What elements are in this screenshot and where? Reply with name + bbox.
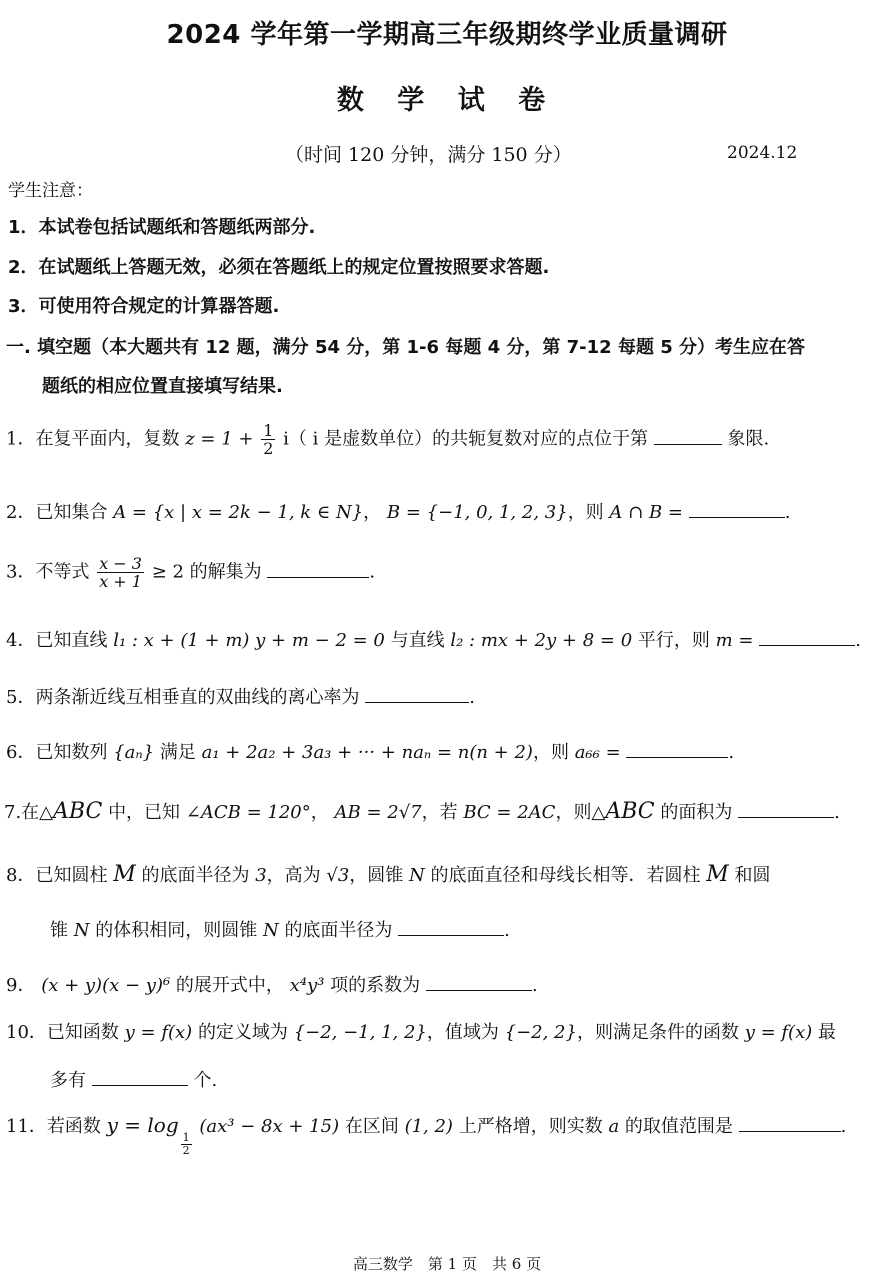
answer-blank-5[interactable] [365,684,469,703]
answer-blank-10[interactable] [92,1067,188,1086]
fraction: $\frac{x - 3}{x + 1}$ [99,554,142,591]
question-10-cont: 多有 个. [50,1066,217,1092]
rule-1: 1．本试卷包括试题纸和答题纸两部分. [8,217,316,238]
question-8: 8．已知圆柱 M 的底面半径为 3，高为 √3，圆锥 N 的底面直径和母线长相等．若圆柱 M 和圆 [6,862,771,887]
question-1: 1．在复平面内，复数 z = 1 + $\frac{1}{2}$ i（ i 是虚数单位）的共轭复数对应的点位于第 象限. [6,421,770,458]
question-8-cont: 锥 N 的体积相同，则圆锥 N 的底面半径为 . [50,916,510,942]
question-2: 2．已知集合 A = {x | x = 2k − 1, k ∈ N}， B = {−1, 0, 1, 2, 3}，则 A ∩ B = . [6,498,790,524]
rule-3: 3．可使用符合规定的计算器答题. [8,296,280,317]
answer-blank-1[interactable] [654,426,722,445]
question-9: 9． (x + y)(x − y)⁶ 的展开式中， x⁴y³ 项的系数为 . [6,971,538,997]
exam-subtitle: 数 学 试 卷 [336,85,558,116]
question-4: 4．已知直线 l₁ : x + (1 + m) y + m − 2 = 0 与直线 l₂ : mx + 2y + 8 = 0 平行，则 m = . [6,626,861,652]
answer-blank-3[interactable] [267,559,369,578]
question-7: 7.在△ABC 中，已知 ∠ACB = 120°， AB = 2√7，若 BC = 2AC，则△ABC 的面积为 . [4,799,840,824]
question-3: 3．不等式 $\frac{x - 3}{x + 1}$ ≥ 2 的解集为 . [6,554,376,591]
question-10: 10．已知函数 y = f(x) 的定义域为 {−2, −1, 1, 2}，值域为 {−2, 2}，则满足条件的函数 y = f(x) 最 [6,1022,836,1043]
answer-blank-8[interactable] [398,917,504,936]
question-6: 6．已知数列 {aₙ} 满足 a₁ + 2a₂ + 3a₃ + ··· + naₙ = n(n + 2)，则 a₆₆ = . [6,738,734,764]
rule-2: 2．在试题纸上答题无效，必须在答题纸上的规定位置按照要求答题. [8,257,550,278]
section-heading: 一. 填空题（本大题共有 12 题，满分 54 分，第 1-6 每题 4 分，第 7-12 每题 5 分）考生应在答 [6,337,806,358]
answer-blank-9[interactable] [426,972,532,991]
answer-blank-7[interactable] [738,799,834,818]
answer-blank-4[interactable] [759,627,855,646]
exam-date: 2024.12 [727,143,798,163]
exam-title: 2024 学年第一学期高三年级期终学业质量调研 [166,20,728,50]
answer-blank-2[interactable] [689,499,785,518]
answer-blank-11[interactable] [739,1113,841,1132]
notice-label: 学生注意： [8,181,93,201]
answer-blank-6[interactable] [626,739,728,758]
log-base-fraction: $\frac{1}{2}$ [182,1131,190,1157]
section-heading-cont: 题纸的相应位置直接填写结果. [42,376,283,397]
question-11: 11．若函数 y = log $\frac{1}{2}$ (ax³ − 8x + 15) 在区间 (1, 2) 上严格增，则实数 a 的取值范围是 . [6,1113,847,1157]
exam-duration: （时间 120 分钟，满分 150 分） [285,144,572,166]
page-footer: 高三数学 第 1 页 共 6 页 [352,1255,542,1273]
question-5: 5．两条渐近线互相垂直的双曲线的离心率为 . [6,683,475,709]
fraction: $\frac{1}{2}$ [263,421,274,458]
